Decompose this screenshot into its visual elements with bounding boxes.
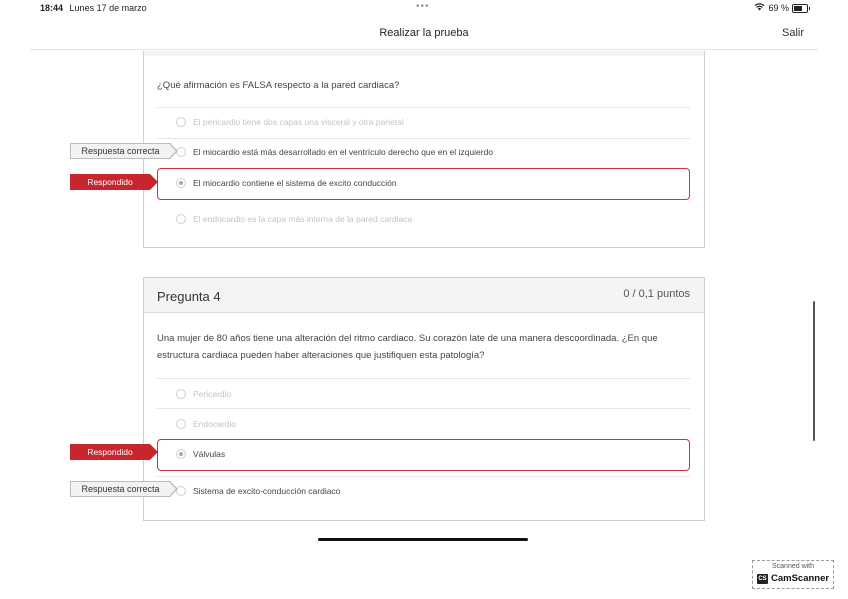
correct-answer-tag <box>70 481 171 497</box>
scrollbar[interactable] <box>813 301 815 441</box>
time-text: 18:44 <box>40 3 64 13</box>
battery-text: 69 % <box>768 3 789 13</box>
radio-checked-icon[interactable] <box>176 178 186 188</box>
answered-option-highlight <box>157 439 690 471</box>
divider <box>157 408 690 409</box>
home-indicator[interactable] <box>318 538 528 541</box>
question-title: Pregunta 4 <box>157 289 221 304</box>
divider <box>157 476 690 477</box>
watermark-brand <box>757 573 829 584</box>
radio-checked-icon[interactable] <box>176 449 186 459</box>
option-label: Pericardio <box>193 389 232 399</box>
divider <box>157 138 690 139</box>
answered-tag: Respondido <box>70 444 150 460</box>
camscanner-logo-icon: CS <box>758 575 767 582</box>
date-text: Lunes 17 de marzo <box>69 3 147 13</box>
tag-label: Respuesta correcta <box>81 146 160 156</box>
question-4-card <box>143 277 705 521</box>
tag-arrow-inner <box>169 482 176 496</box>
tag-label: Respuesta correcta <box>81 484 160 494</box>
status-right <box>754 3 808 13</box>
q3-option-1[interactable] <box>176 117 404 127</box>
battery-icon <box>792 4 808 13</box>
option-label: Endocardio <box>193 419 237 429</box>
q3-option-2[interactable] <box>176 147 493 157</box>
option-label: El miocardio contiene el sistema de excito conducción <box>193 178 397 188</box>
q4-option-3[interactable] <box>176 449 225 459</box>
question-4-header <box>144 278 704 313</box>
watermark-name: CamScanner <box>771 573 830 584</box>
question-4-text: Una mujer de 80 años tiene una alteración del ritmo cardiaco. Su corazón late de una manera descoordinada. ¿En que estructura cardiaca pueden haber alteraciones que justifiquen esta patología? <box>157 333 658 361</box>
question-3-text: ¿Qué afirmación es FALSA respecto a la pared cardiaca? <box>157 80 400 91</box>
multitask-dots[interactable]: ••• <box>416 1 430 12</box>
option-label: Sistema de excito-conducción cardiaco <box>193 486 341 496</box>
wifi-icon <box>754 3 765 13</box>
option-label: El pericardio tiene dos capas una visceral y otra parietal <box>193 117 404 127</box>
option-label: El endocardio es la capa más interna de la pared cardiaca <box>193 214 413 224</box>
radio-icon[interactable] <box>176 389 186 399</box>
q4-option-1[interactable] <box>176 389 231 399</box>
option-label: El miocardio está más desarrollado en el ventrículo derecho que en el izquierdo <box>193 147 494 157</box>
camscanner-watermark <box>752 560 834 589</box>
divider <box>157 378 690 379</box>
nav-divider <box>30 49 818 50</box>
q4-option-4[interactable] <box>176 486 340 496</box>
status-time <box>40 3 147 13</box>
divider <box>157 107 690 108</box>
tag-arrow-inner <box>169 144 176 158</box>
q3-option-3[interactable] <box>176 178 397 188</box>
correct-answer-tag <box>70 143 171 159</box>
watermark-caption: Scanned with <box>771 563 815 570</box>
answered-tag: Respondido <box>70 174 150 190</box>
q3-option-4[interactable] <box>176 214 412 224</box>
page-title: Realizar la prueba <box>379 27 469 39</box>
question-points: 0 / 0,1 puntos <box>623 288 690 300</box>
radio-icon[interactable] <box>176 214 186 224</box>
q4-option-2[interactable] <box>176 419 236 429</box>
option-label: Válvulas <box>193 449 226 459</box>
radio-icon[interactable] <box>176 419 186 429</box>
radio-icon[interactable] <box>176 117 186 127</box>
exit-button[interactable]: Salir <box>781 27 804 39</box>
